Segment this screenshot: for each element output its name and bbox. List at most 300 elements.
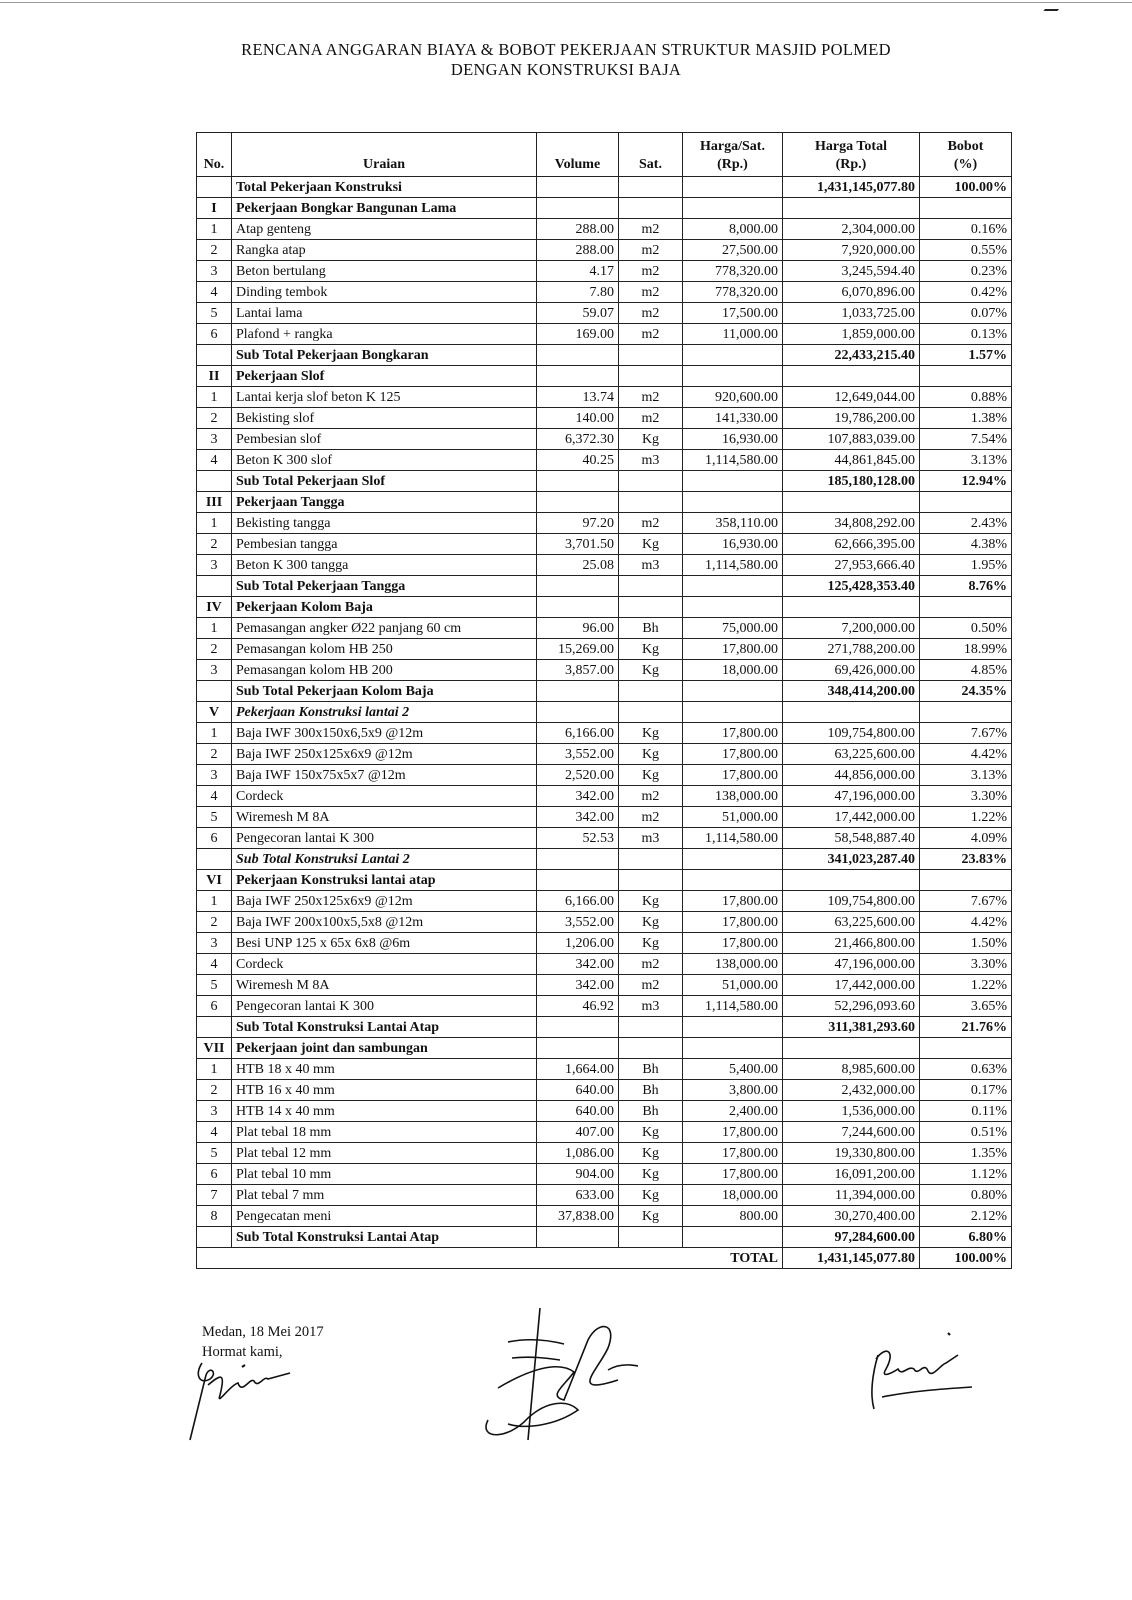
cell-empty xyxy=(619,345,683,366)
item-no: 5 xyxy=(197,303,232,324)
cell-empty xyxy=(783,870,920,891)
item-harga-total: 1,033,725.00 xyxy=(783,303,920,324)
item-sat: Kg xyxy=(619,912,683,933)
item-uraian: Pengecatan meni xyxy=(232,1206,537,1227)
item-uraian: Beton K 300 slof xyxy=(232,450,537,471)
item-bobot: 1.50% xyxy=(920,933,1012,954)
item-bobot: 4.42% xyxy=(920,744,1012,765)
section-no: VI xyxy=(197,870,232,891)
subtotal-label: Sub Total Pekerjaan Kolom Baja xyxy=(232,681,537,702)
item-no: 4 xyxy=(197,282,232,303)
table-row xyxy=(197,912,1012,933)
subtotal-row xyxy=(197,849,1012,870)
table-row xyxy=(197,450,1012,471)
item-bobot: 0.07% xyxy=(920,303,1012,324)
item-uraian: Bekisting tangga xyxy=(232,513,537,534)
item-sat: Kg xyxy=(619,744,683,765)
item-harga-total: 107,883,039.00 xyxy=(783,429,920,450)
header-volume: Volume xyxy=(537,133,619,177)
item-volume: 6,166.00 xyxy=(537,891,619,912)
item-volume: 342.00 xyxy=(537,786,619,807)
section-header-row xyxy=(197,597,1012,618)
item-sat: m2 xyxy=(619,387,683,408)
item-uraian: Baja IWF 250x125x6x9 @12m xyxy=(232,744,537,765)
cell-empty xyxy=(197,1227,232,1248)
item-bobot: 7.54% xyxy=(920,429,1012,450)
item-harga-total: 44,861,845.00 xyxy=(783,450,920,471)
document-title xyxy=(0,40,1132,80)
item-sat: Kg xyxy=(619,429,683,450)
item-volume: 4.17 xyxy=(537,261,619,282)
item-harga-total: 19,330,800.00 xyxy=(783,1143,920,1164)
item-harga-sat: 17,800.00 xyxy=(683,765,783,786)
subtotal-row xyxy=(197,681,1012,702)
place-date: Medan, 18 Mei 2017 xyxy=(202,1324,324,1340)
cell-empty xyxy=(197,849,232,870)
table-row xyxy=(197,786,1012,807)
item-harga-sat: 17,800.00 xyxy=(683,723,783,744)
section-no: VII xyxy=(197,1038,232,1059)
subtotal-label: Sub Total Konstruksi Lantai Atap xyxy=(232,1017,537,1038)
cell-empty xyxy=(619,849,683,870)
table-row xyxy=(197,219,1012,240)
item-uraian: Pembesian tangga xyxy=(232,534,537,555)
table-row xyxy=(197,765,1012,786)
grand-total-label: TOTAL xyxy=(197,1248,783,1269)
item-sat: Bh xyxy=(619,1059,683,1080)
item-volume: 2,520.00 xyxy=(537,765,619,786)
section-header-row xyxy=(197,870,1012,891)
item-harga-sat: 1,114,580.00 xyxy=(683,996,783,1017)
item-harga-sat: 75,000.00 xyxy=(683,618,783,639)
cell-empty xyxy=(619,1038,683,1059)
title-line-1: RENCANA ANGGARAN BIAYA & BOBOT PEKERJAAN STRUKTUR MASJID POLMED xyxy=(241,40,891,59)
item-uraian: Baja IWF 250x125x6x9 @12m xyxy=(232,891,537,912)
item-no: 2 xyxy=(197,408,232,429)
section-title: Pekerjaan Bongkar Bangunan Lama xyxy=(232,198,537,219)
item-no: 2 xyxy=(197,744,232,765)
item-sat: Kg xyxy=(619,639,683,660)
signature-1 xyxy=(180,1345,310,1445)
item-uraian: Lantai kerja slof beton K 125 xyxy=(232,387,537,408)
cell-empty xyxy=(619,492,683,513)
item-harga-sat: 17,800.00 xyxy=(683,933,783,954)
cell-empty xyxy=(783,1038,920,1059)
item-uraian: HTB 18 x 40 mm xyxy=(232,1059,537,1080)
item-no: 5 xyxy=(197,975,232,996)
table-row xyxy=(197,1206,1012,1227)
section-header-row xyxy=(197,198,1012,219)
header-harga-sat-line2: (Rp.) xyxy=(717,157,748,172)
item-volume: 25.08 xyxy=(537,555,619,576)
item-volume: 140.00 xyxy=(537,408,619,429)
item-harga-total: 30,270,400.00 xyxy=(783,1206,920,1227)
cell-empty xyxy=(783,702,920,723)
cell-empty xyxy=(619,1227,683,1248)
signature-2 xyxy=(468,1300,658,1450)
subtotal-row xyxy=(197,1017,1012,1038)
item-volume: 6,372.30 xyxy=(537,429,619,450)
item-volume: 46.92 xyxy=(537,996,619,1017)
item-uraian: Plat tebal 18 mm xyxy=(232,1122,537,1143)
cell-empty xyxy=(920,366,1012,387)
cell-empty xyxy=(537,1227,619,1248)
item-harga-total: 6,070,896.00 xyxy=(783,282,920,303)
subtotal-row xyxy=(197,345,1012,366)
section-header-row xyxy=(197,366,1012,387)
item-harga-total: 47,196,000.00 xyxy=(783,786,920,807)
table-row xyxy=(197,387,1012,408)
item-volume: 1,086.00 xyxy=(537,1143,619,1164)
item-harga-sat: 2,400.00 xyxy=(683,1101,783,1122)
item-volume: 3,552.00 xyxy=(537,912,619,933)
item-harga-total: 11,394,000.00 xyxy=(783,1185,920,1206)
item-no: 3 xyxy=(197,1101,232,1122)
header-no: No. xyxy=(197,133,232,177)
item-harga-total: 63,225,600.00 xyxy=(783,912,920,933)
total-konstruksi-label: Total Pekerjaan Konstruksi xyxy=(232,177,537,198)
item-uraian: Pemasangan kolom HB 200 xyxy=(232,660,537,681)
item-volume: 59.07 xyxy=(537,303,619,324)
cell-empty xyxy=(683,471,783,492)
item-sat: Kg xyxy=(619,1164,683,1185)
cell-empty xyxy=(619,366,683,387)
section-title: Pekerjaan Tangga xyxy=(232,492,537,513)
table-row xyxy=(197,828,1012,849)
item-bobot: 0.63% xyxy=(920,1059,1012,1080)
item-volume: 904.00 xyxy=(537,1164,619,1185)
item-no: 3 xyxy=(197,765,232,786)
header-bobot-line1: Bobot xyxy=(947,139,984,154)
item-harga-total: 69,426,000.00 xyxy=(783,660,920,681)
item-harga-sat: 141,330.00 xyxy=(683,408,783,429)
item-bobot: 0.17% xyxy=(920,1080,1012,1101)
subtotal-value: 125,428,353.40 xyxy=(783,576,920,597)
item-bobot: 3.65% xyxy=(920,996,1012,1017)
table-row xyxy=(197,324,1012,345)
item-uraian: Plafond + rangka xyxy=(232,324,537,345)
item-harga-total: 7,200,000.00 xyxy=(783,618,920,639)
item-harga-total: 2,432,000.00 xyxy=(783,1080,920,1101)
cell-empty xyxy=(619,471,683,492)
item-harga-total: 109,754,800.00 xyxy=(783,891,920,912)
subtotal-bobot: 12.94% xyxy=(920,471,1012,492)
cell-empty xyxy=(537,345,619,366)
item-harga-total: 7,244,600.00 xyxy=(783,1122,920,1143)
subtotal-row xyxy=(197,576,1012,597)
header-bobot xyxy=(920,133,1012,177)
scan-top-edge xyxy=(0,2,1132,3)
cell-empty xyxy=(683,492,783,513)
cell-empty xyxy=(683,849,783,870)
item-sat: m3 xyxy=(619,555,683,576)
cell-empty xyxy=(619,177,683,198)
item-harga-sat: 5,400.00 xyxy=(683,1059,783,1080)
item-harga-sat: 17,800.00 xyxy=(683,639,783,660)
item-sat: Kg xyxy=(619,933,683,954)
section-no: I xyxy=(197,198,232,219)
subtotal-label: Sub Total Pekerjaan Tangga xyxy=(232,576,537,597)
subtotal-bobot: 23.83% xyxy=(920,849,1012,870)
item-harga-sat: 17,800.00 xyxy=(683,744,783,765)
item-uraian: Rangka atap xyxy=(232,240,537,261)
item-no: 2 xyxy=(197,639,232,660)
section-no: III xyxy=(197,492,232,513)
subtotal-bobot: 24.35% xyxy=(920,681,1012,702)
section-title: Pekerjaan Konstruksi lantai atap xyxy=(232,870,537,891)
item-uraian: Pemasangan kolom HB 250 xyxy=(232,639,537,660)
cell-no xyxy=(197,177,232,198)
cell-empty xyxy=(619,870,683,891)
item-harga-sat: 18,000.00 xyxy=(683,660,783,681)
section-no: IV xyxy=(197,597,232,618)
table-row xyxy=(197,261,1012,282)
item-harga-sat: 138,000.00 xyxy=(683,786,783,807)
item-uraian: Lantai lama xyxy=(232,303,537,324)
item-harga-sat: 358,110.00 xyxy=(683,513,783,534)
item-volume: 96.00 xyxy=(537,618,619,639)
subtotal-label: Sub Total Konstruksi Lantai Atap xyxy=(232,1227,537,1248)
table-row xyxy=(197,1185,1012,1206)
item-sat: m3 xyxy=(619,996,683,1017)
item-uraian: Pembesian slof xyxy=(232,429,537,450)
cell-empty xyxy=(619,576,683,597)
item-no: 2 xyxy=(197,1080,232,1101)
item-bobot: 3.30% xyxy=(920,954,1012,975)
item-sat: Bh xyxy=(619,1080,683,1101)
cell-empty xyxy=(537,492,619,513)
item-no: 3 xyxy=(197,660,232,681)
item-harga-total: 62,666,395.00 xyxy=(783,534,920,555)
item-bobot: 1.12% xyxy=(920,1164,1012,1185)
item-no: 6 xyxy=(197,996,232,1017)
item-harga-total: 1,859,000.00 xyxy=(783,324,920,345)
signature-3 xyxy=(862,1325,982,1415)
item-sat: m2 xyxy=(619,303,683,324)
item-harga-sat: 8,000.00 xyxy=(683,219,783,240)
cell-empty xyxy=(537,597,619,618)
table-row xyxy=(197,282,1012,303)
table-row xyxy=(197,240,1012,261)
item-sat: Kg xyxy=(619,1206,683,1227)
total-konstruksi-row xyxy=(197,177,1012,198)
subtotal-label: Sub Total Pekerjaan Slof xyxy=(232,471,537,492)
item-uraian: Besi UNP 125 x 65x 6x8 @6m xyxy=(232,933,537,954)
item-uraian: Baja IWF 300x150x6,5x9 @12m xyxy=(232,723,537,744)
item-bobot: 4.42% xyxy=(920,912,1012,933)
cell-empty xyxy=(683,345,783,366)
item-no: 6 xyxy=(197,828,232,849)
table-row xyxy=(197,1080,1012,1101)
item-bobot: 1.22% xyxy=(920,975,1012,996)
item-uraian: HTB 14 x 40 mm xyxy=(232,1101,537,1122)
table-row xyxy=(197,1101,1012,1122)
cell-empty xyxy=(683,1038,783,1059)
section-no: V xyxy=(197,702,232,723)
header-sat: Sat. xyxy=(619,133,683,177)
cell-empty xyxy=(920,597,1012,618)
item-volume: 3,857.00 xyxy=(537,660,619,681)
item-harga-sat: 17,800.00 xyxy=(683,1143,783,1164)
item-harga-total: 19,786,200.00 xyxy=(783,408,920,429)
cell-empty xyxy=(920,492,1012,513)
item-uraian: Wiremesh M 8A xyxy=(232,807,537,828)
item-uraian: Beton bertulang xyxy=(232,261,537,282)
subtotal-bobot: 6.80% xyxy=(920,1227,1012,1248)
item-harga-total: 21,466,800.00 xyxy=(783,933,920,954)
item-harga-total: 1,536,000.00 xyxy=(783,1101,920,1122)
subtotal-row xyxy=(197,1227,1012,1248)
item-harga-total: 63,225,600.00 xyxy=(783,744,920,765)
item-harga-sat: 27,500.00 xyxy=(683,240,783,261)
item-harga-total: 17,442,000.00 xyxy=(783,975,920,996)
table-row xyxy=(197,891,1012,912)
item-sat: m2 xyxy=(619,975,683,996)
cell-empty xyxy=(619,1017,683,1038)
cell-empty xyxy=(619,681,683,702)
item-bobot: 0.88% xyxy=(920,387,1012,408)
cell-empty xyxy=(683,702,783,723)
cell-empty xyxy=(537,1038,619,1059)
item-sat: m2 xyxy=(619,324,683,345)
item-uraian: Pengecoran lantai K 300 xyxy=(232,996,537,1017)
item-volume: 342.00 xyxy=(537,954,619,975)
header-uraian: Uraian xyxy=(232,133,537,177)
table-row xyxy=(197,660,1012,681)
item-sat: m2 xyxy=(619,513,683,534)
header-harga-sat xyxy=(683,133,783,177)
item-harga-total: 3,245,594.40 xyxy=(783,261,920,282)
item-harga-total: 2,304,000.00 xyxy=(783,219,920,240)
item-bobot: 1.22% xyxy=(920,807,1012,828)
table-row xyxy=(197,1164,1012,1185)
table-row xyxy=(197,954,1012,975)
item-volume: 97.20 xyxy=(537,513,619,534)
item-volume: 342.00 xyxy=(537,807,619,828)
item-sat: m2 xyxy=(619,786,683,807)
item-volume: 640.00 xyxy=(537,1101,619,1122)
item-harga-sat: 17,800.00 xyxy=(683,1164,783,1185)
table-row xyxy=(197,723,1012,744)
cell-empty xyxy=(683,1227,783,1248)
item-bobot: 0.55% xyxy=(920,240,1012,261)
table-row xyxy=(197,618,1012,639)
item-uraian: Atap genteng xyxy=(232,219,537,240)
item-bobot: 1.35% xyxy=(920,1143,1012,1164)
item-harga-sat: 51,000.00 xyxy=(683,975,783,996)
item-bobot: 0.80% xyxy=(920,1185,1012,1206)
item-harga-sat: 138,000.00 xyxy=(683,954,783,975)
item-bobot: 0.11% xyxy=(920,1101,1012,1122)
cell-empty xyxy=(683,681,783,702)
item-harga-sat: 3,800.00 xyxy=(683,1080,783,1101)
item-uraian: Plat tebal 7 mm xyxy=(232,1185,537,1206)
cell-empty xyxy=(920,1038,1012,1059)
item-no: 1 xyxy=(197,1059,232,1080)
closing: Hormat kami, xyxy=(202,1344,283,1360)
item-sat: Kg xyxy=(619,534,683,555)
item-no: 8 xyxy=(197,1206,232,1227)
item-bobot: 1.38% xyxy=(920,408,1012,429)
item-no: 7 xyxy=(197,1185,232,1206)
item-sat: m2 xyxy=(619,240,683,261)
header-harga-total xyxy=(783,133,920,177)
item-harga-sat: 17,800.00 xyxy=(683,912,783,933)
title-line-2: DENGAN KONSTRUKSI BAJA xyxy=(450,60,682,79)
table-row xyxy=(197,429,1012,450)
item-sat: Kg xyxy=(619,891,683,912)
item-sat: m2 xyxy=(619,954,683,975)
grand-total-row xyxy=(197,1248,1012,1269)
item-harga-total: 12,649,044.00 xyxy=(783,387,920,408)
cell-empty xyxy=(683,576,783,597)
item-sat: m3 xyxy=(619,828,683,849)
item-bobot: 0.50% xyxy=(920,618,1012,639)
item-harga-sat: 1,114,580.00 xyxy=(683,450,783,471)
item-no: 2 xyxy=(197,912,232,933)
item-sat: Kg xyxy=(619,765,683,786)
item-no: 5 xyxy=(197,1143,232,1164)
item-uraian: Pengecoran lantai K 300 xyxy=(232,828,537,849)
item-uraian: Baja IWF 200x100x5,5x8 @12m xyxy=(232,912,537,933)
cell-empty xyxy=(197,681,232,702)
section-no: II xyxy=(197,366,232,387)
item-bobot: 0.16% xyxy=(920,219,1012,240)
item-uraian: HTB 16 x 40 mm xyxy=(232,1080,537,1101)
table-row xyxy=(197,1143,1012,1164)
item-harga-total: 16,091,200.00 xyxy=(783,1164,920,1185)
item-harga-sat: 18,000.00 xyxy=(683,1185,783,1206)
section-header-row xyxy=(197,1038,1012,1059)
item-sat: Bh xyxy=(619,1101,683,1122)
item-no: 1 xyxy=(197,513,232,534)
item-volume: 3,552.00 xyxy=(537,744,619,765)
item-uraian: Wiremesh M 8A xyxy=(232,975,537,996)
item-bobot: 3.13% xyxy=(920,765,1012,786)
item-harga-total: 52,296,093.60 xyxy=(783,996,920,1017)
table-row xyxy=(197,408,1012,429)
cell-empty xyxy=(537,576,619,597)
item-volume: 6,166.00 xyxy=(537,723,619,744)
item-uraian: Cordeck xyxy=(232,954,537,975)
item-harga-sat: 1,114,580.00 xyxy=(683,828,783,849)
table-row xyxy=(197,933,1012,954)
section-title: Pekerjaan Konstruksi lantai 2 xyxy=(232,702,537,723)
item-sat: Kg xyxy=(619,723,683,744)
item-volume: 40.25 xyxy=(537,450,619,471)
cell-empty xyxy=(683,597,783,618)
header-bobot-line2: (%) xyxy=(953,157,978,172)
item-uraian: Cordeck xyxy=(232,786,537,807)
item-sat: Kg xyxy=(619,1185,683,1206)
item-harga-sat: 11,000.00 xyxy=(683,324,783,345)
cell-empty xyxy=(920,870,1012,891)
item-volume: 407.00 xyxy=(537,1122,619,1143)
item-volume: 1,664.00 xyxy=(537,1059,619,1080)
cell-empty xyxy=(683,177,783,198)
item-harga-sat: 51,000.00 xyxy=(683,807,783,828)
table-row xyxy=(197,513,1012,534)
item-harga-total: 47,196,000.00 xyxy=(783,954,920,975)
item-harga-total: 109,754,800.00 xyxy=(783,723,920,744)
item-harga-total: 271,788,200.00 xyxy=(783,639,920,660)
cell-empty xyxy=(619,198,683,219)
cell-empty xyxy=(197,576,232,597)
subtotal-value: 22,433,215.40 xyxy=(783,345,920,366)
item-volume: 3,701.50 xyxy=(537,534,619,555)
item-volume: 13.74 xyxy=(537,387,619,408)
item-harga-sat: 17,800.00 xyxy=(683,1122,783,1143)
